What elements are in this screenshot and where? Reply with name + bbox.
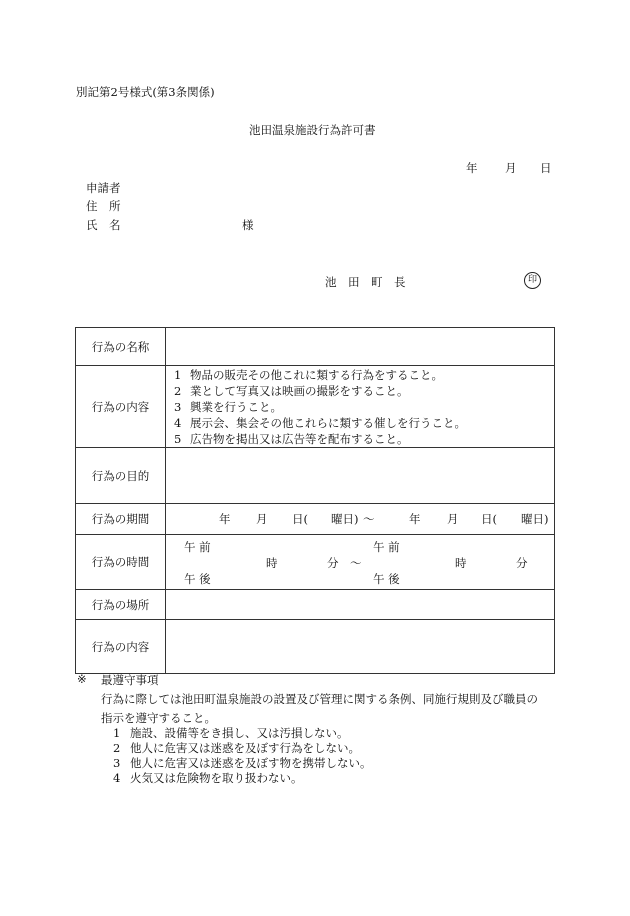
field-period[interactable]: 年 月 日( 曜日) ～ 年 月 日( 曜日): [166, 504, 555, 535]
field-purpose[interactable]: [166, 448, 555, 504]
date-month: 月: [505, 161, 517, 175]
row-name: [76, 328, 555, 366]
field-place[interactable]: [166, 590, 555, 620]
note-item: 1 施設、設備等をき損し、又は汚損しない。: [113, 726, 349, 740]
notes-intro-line1: 行為に際しては池田町温泉施設の設置及び管理に関する条例、同施行規則及び職員の: [101, 692, 538, 706]
row-content2: [76, 620, 555, 674]
content-option: 3 興業を行うこと。: [174, 399, 282, 414]
notes-list: [113, 726, 372, 786]
label-place: 行為の場所: [76, 590, 166, 620]
notes-heading: 最遵守事項: [101, 673, 159, 687]
label-content2: 行為の内容: [76, 620, 166, 674]
row-period: [76, 504, 555, 535]
field-content: [166, 366, 555, 448]
permit-table: [75, 327, 555, 674]
content-options: [166, 367, 554, 447]
seal-icon: 印: [524, 272, 541, 289]
form-ref: 別記第2号様式(第3条関係): [76, 85, 215, 99]
row-place: [76, 590, 555, 620]
content-option: 1 物品の販売その他これに類する行為をすること。: [174, 367, 443, 382]
note-item: 2 他人に危害又は迷惑を及ぼす行為をしない。: [113, 741, 360, 755]
address-label: 住 所: [86, 199, 121, 213]
field-name[interactable]: [166, 328, 555, 366]
label-period: 行為の期間: [76, 504, 166, 535]
date-day: 日: [540, 161, 552, 175]
applicant-label: 申請者: [86, 181, 121, 195]
name-label: 氏 名: [86, 218, 121, 232]
field-content2[interactable]: [166, 620, 555, 674]
note-item: 3 他人に危害又は迷惑を及ぼす物を携帯しない。: [113, 756, 372, 770]
issuer-title: 池 田 町 長: [325, 275, 406, 289]
label-time: 行為の時間: [76, 535, 166, 590]
row-time: [76, 535, 555, 590]
field-time[interactable]: 午 前 午 後 時 分 ～ 午 前 午 後 時 分: [166, 535, 555, 590]
content-option: 5 広告物を掲出又は広告等を配布すること。: [174, 431, 409, 446]
label-purpose: 行為の目的: [76, 448, 166, 504]
notes-intro-line2: 指示を遵守すること。: [101, 711, 216, 725]
date-year: 年: [466, 161, 478, 175]
document-title: 池田温泉施設行為許可書: [249, 123, 376, 137]
label-name: 行為の名称: [76, 328, 166, 366]
label-content: 行為の内容: [76, 366, 166, 448]
note-mark: ※: [77, 672, 87, 686]
content-option: 2 業として写真又は映画の撮影をすること。: [174, 383, 409, 398]
note-item: 4 火気又は危険物を取り扱わない。: [113, 771, 303, 785]
content-option: 4 展示会、集会その他これらに類する催しを行うこと。: [174, 415, 466, 430]
row-content: [76, 366, 555, 448]
row-purpose: [76, 448, 555, 504]
honorific: 様: [242, 218, 254, 232]
